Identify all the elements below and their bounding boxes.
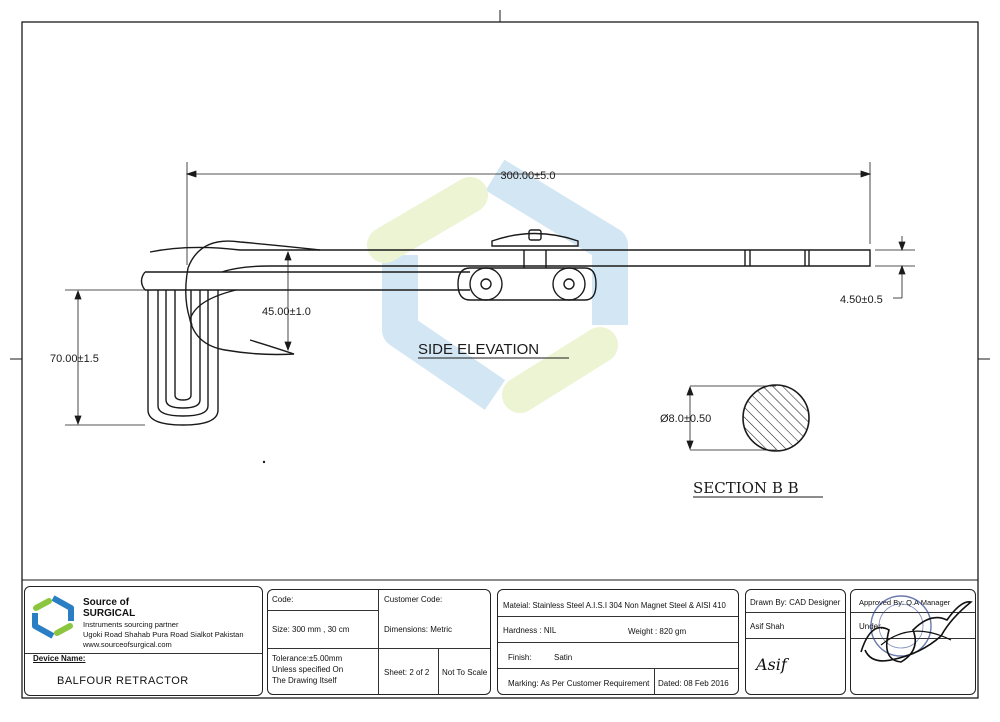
material-value: Mateial: Stainless Steel A.I.S.I 304 Non Magnet Steel & AISI 410 <box>503 601 726 610</box>
material-box <box>497 589 739 695</box>
company-box <box>24 586 263 696</box>
label-section-b-b: SECTION B B <box>693 479 799 497</box>
company-logo <box>31 595 75 639</box>
sheet-value: Sheet: 2 of 2 <box>384 668 430 677</box>
material-hdivider-2 <box>498 642 738 643</box>
tolerance-line3: The Drawing Itself <box>272 676 337 685</box>
company-name-line1: Source of <box>83 597 130 608</box>
code-label: Code: <box>272 595 294 604</box>
label-side-elevation: SIDE ELEVATION <box>418 341 540 358</box>
drawn-by-box <box>745 589 846 695</box>
dim-blade-height: 70.00±1.5 <box>50 353 99 365</box>
specs-vdivider-2 <box>438 648 439 694</box>
tolerance-line2: Unless specified On <box>272 665 344 674</box>
size-value: Size: 300 mm , 30 cm <box>272 625 350 634</box>
company-tagline: Instruments sourcing partner <box>83 620 179 629</box>
approval-stamp-signature <box>851 590 977 696</box>
material-vdivider <box>654 668 655 694</box>
material-hdivider-3 <box>498 668 738 669</box>
tolerance-line1: Tolerance:±5.00mm <box>272 654 343 663</box>
material-hdivider-1 <box>498 616 738 617</box>
specs-hdivider-2 <box>268 648 490 649</box>
weight-value: Weight : 820 gm <box>628 627 687 636</box>
hardness-value: Hardness : NIL <box>503 626 557 635</box>
drawn-hdivider-2 <box>746 638 845 639</box>
watermark-logo <box>385 175 610 395</box>
device-name: BALFOUR RETRACTOR <box>57 675 189 687</box>
scale-value: Not To Scale <box>442 668 488 677</box>
company-name-line2: SURGICAL <box>83 608 136 619</box>
drawn-by-label: Drawn By: CAD Designer <box>750 598 841 607</box>
drawn-hdivider-1 <box>746 612 845 613</box>
drawn-by-name: Asif Shah <box>750 622 785 631</box>
dim-section-diameter: Ø8.0±0.50 <box>660 413 712 425</box>
section-b-b-circle <box>743 385 809 451</box>
drawing-speck <box>263 461 265 463</box>
company-website: www.sourceofsurgical.com <box>83 640 172 649</box>
customer-code-label: Customer Code: <box>384 595 443 604</box>
specs-hdivider-1 <box>268 610 378 611</box>
finish-value: Satin <box>554 653 573 662</box>
drawn-by-signature: Asif <box>756 655 787 674</box>
specs-box <box>267 589 491 695</box>
approved-box <box>850 589 976 695</box>
specs-vdivider <box>378 590 379 694</box>
company-address: Ugoki Road Shahab Pura Road Sialkot Pakistan <box>83 630 244 639</box>
dimensions-value: Dimensions: Metric <box>384 625 453 634</box>
dim-thickness: 4.50±0.5 <box>840 294 883 306</box>
device-name-label: Device Name: <box>33 654 86 663</box>
finish-label: Finish: <box>508 653 532 662</box>
approved-by-label: Approved By: Q.A Manager <box>859 598 951 607</box>
dim-blade-offset: 45.00±1.0 <box>262 306 311 318</box>
marking-value: Marking: As Per Customer Requirement <box>508 679 650 688</box>
dim-overall-length: 300.00±5.0 <box>500 170 556 182</box>
approved-under: Under... <box>859 622 888 631</box>
dated-value: Dated: 08 Feb 2016 <box>658 679 729 688</box>
